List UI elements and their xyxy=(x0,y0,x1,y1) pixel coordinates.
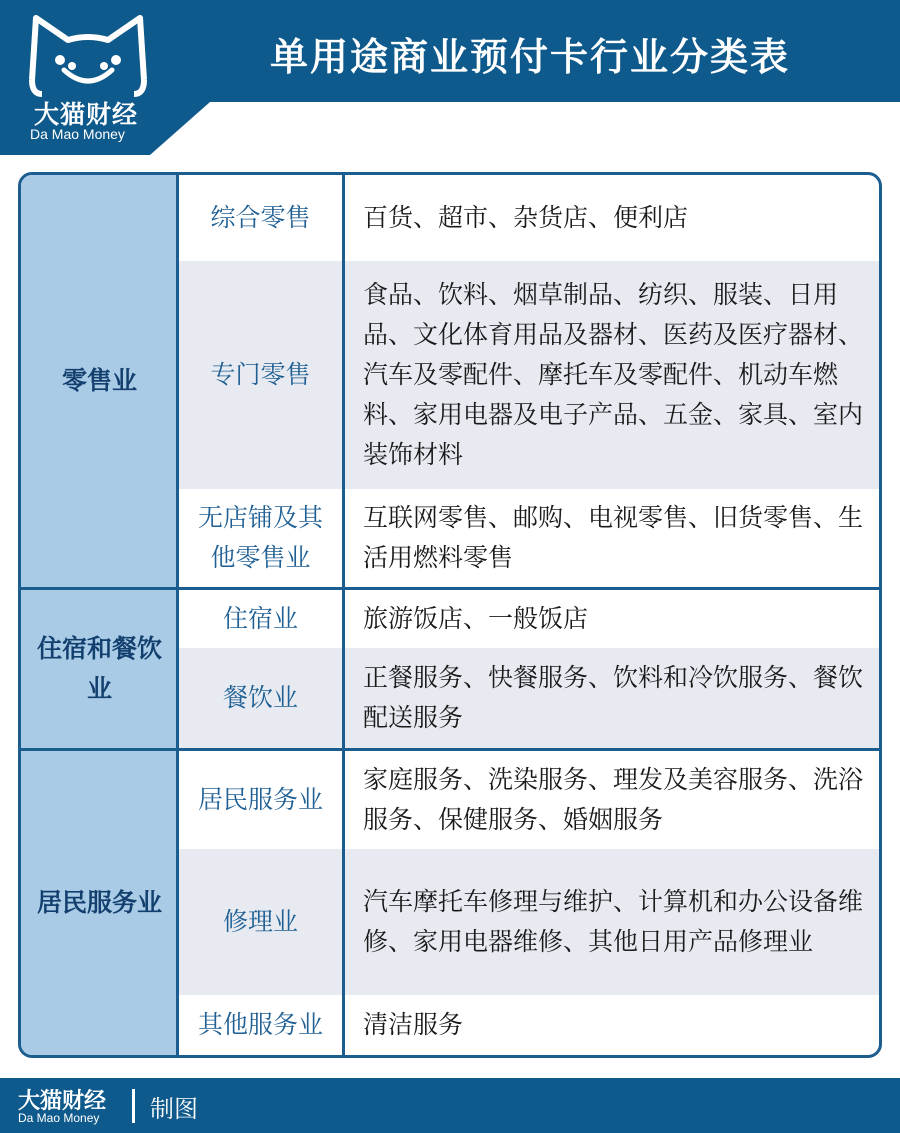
description-cell: 汽车摩托车修理与维护、计算机和办公设备维修、家用电器维修、其他日用产品修理业 xyxy=(363,887,864,956)
description-cell: 清洁服务 xyxy=(363,1010,464,1039)
subcategory-cell: 其他服务业 xyxy=(197,1010,323,1039)
footer-credit: 制图 xyxy=(150,1095,198,1123)
column-divider xyxy=(342,175,345,1055)
description-cell: 旅游饭店、一般饭店 xyxy=(363,604,589,633)
subcategory-cell: 居民服务业 xyxy=(197,785,323,814)
column-divider xyxy=(176,175,179,1055)
description-cell: 正餐服务、快餐服务、饮料和冷饮服务、餐饮配送服务 xyxy=(363,663,864,732)
footer-divider xyxy=(132,1089,135,1123)
header xyxy=(0,0,900,155)
category-cell: 零售业 xyxy=(21,175,178,587)
group-divider xyxy=(21,748,879,751)
footer-logo-name: 大猫财经 xyxy=(18,1089,107,1114)
footer xyxy=(0,1078,900,1133)
description-cell: 食品、饮料、烟草制品、纺织、服装、日用品、文化体育用品及器材、医药及医疗器材、汽车及零配件、摩托车及零配件、机动车燃料、家用电器及电子产品、五金、家具、室内装饰材料 xyxy=(363,280,864,469)
description-cell: 百货、超市、杂货店、便利店 xyxy=(363,203,689,232)
subcategory-cell: 专门零售 xyxy=(210,360,311,389)
classification-table xyxy=(18,172,882,1058)
subcategory-cell: 修理业 xyxy=(222,907,298,936)
page-title: 单用途商业预付卡行业分类表 xyxy=(270,35,791,79)
subcategory-cell: 综合零售 xyxy=(210,203,311,232)
footer-logo-name-en: Da Mao Money xyxy=(18,1111,100,1125)
logo-name-en: Da Mao Money xyxy=(30,126,125,142)
description-cell: 互联网零售、邮购、电视零售、旧货零售、生活用燃料零售 xyxy=(363,503,864,572)
category-cell: 住宿和餐饮业 xyxy=(21,590,178,748)
subcategory-cell: 餐饮业 xyxy=(222,683,298,712)
logo-name: 大猫财经 xyxy=(34,100,139,129)
subcategory-cell: 住宿业 xyxy=(222,604,298,633)
subcategory-cell: 无店铺及其他零售业 xyxy=(197,503,323,572)
description-cell: 家庭服务、洗染服务、理发及美容服务、洗浴服务、保健服务、婚姻服务 xyxy=(363,765,864,834)
category-cell: 居民服务业 xyxy=(21,751,178,1055)
group-divider xyxy=(21,587,879,590)
